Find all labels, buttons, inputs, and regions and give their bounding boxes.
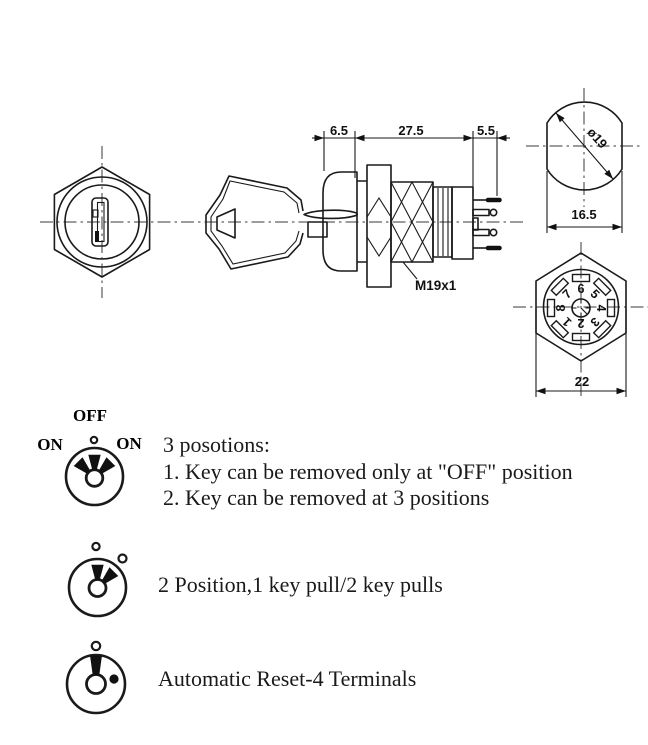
key-blade <box>304 210 357 218</box>
keyway-mark <box>95 231 99 242</box>
position-diagram-three-position <box>37 406 572 510</box>
rear-boss <box>473 218 478 230</box>
wedge-up-left <box>74 457 91 474</box>
dim-hex-width: 22 <box>574 374 590 389</box>
wedge-up-3 <box>90 656 102 676</box>
dim-body-length: 27.5 <box>398 123 424 138</box>
switch-hole-3 <box>87 675 106 694</box>
thread-spec-label: M19x1 <box>415 278 457 293</box>
terminal-lug-2 <box>473 210 489 216</box>
flat-extension-lines <box>547 171 622 233</box>
terminal-number-2: 2 <box>577 315 585 330</box>
reset-dot-top <box>92 642 100 650</box>
barrel-end-view <box>526 88 643 233</box>
auto-reset-label: Automatic Reset-4 Terminals <box>158 666 417 691</box>
rear-housing <box>452 187 473 259</box>
mount-nut <box>367 165 391 287</box>
wedge-up <box>88 455 100 471</box>
terminal-number-4: 4 <box>593 304 608 312</box>
dim-flat-width: 16.5 <box>571 207 597 222</box>
dim-terminal-length: 5.5 <box>476 123 496 138</box>
terminal-number-1: 1 <box>559 314 575 330</box>
terminal-number-3: 3 <box>587 314 603 330</box>
terminal-number-7: 7 <box>559 286 575 302</box>
momentary-dot <box>109 674 118 683</box>
label-on-left: ON <box>37 435 63 454</box>
off-position-dot <box>91 437 97 443</box>
wedge-up-2 <box>91 565 103 581</box>
position-diagram-two-position <box>69 543 443 616</box>
wedge-up-right <box>99 457 116 474</box>
terminal-number-6: 6 <box>577 282 585 297</box>
dim-barrel-diameter: ø19 <box>584 124 611 152</box>
thread-leader-line <box>403 262 417 279</box>
terminal-lug-3-hole <box>490 229 496 235</box>
terminal-number-5: 5 <box>587 286 603 302</box>
wedge-up-right-2 <box>102 567 119 584</box>
two-position-label: 2 Position,1 key pull/2 key pulls <box>158 572 443 597</box>
dim-cap-length: 6.5 <box>329 123 349 138</box>
label-off: OFF <box>73 406 107 425</box>
position-diagram-auto-reset <box>67 642 416 713</box>
three-position-note-2: 2. Key can be removed at 3 positions <box>163 485 490 510</box>
key-hole <box>217 209 235 238</box>
three-position-note-1: 1. Key can be removed only at "OFF" position <box>163 459 573 484</box>
terminal-end-view <box>513 242 648 397</box>
nut-facets <box>367 198 391 256</box>
three-position-title: 3 posotions: <box>163 432 270 457</box>
key-collar <box>308 222 327 237</box>
pos2-dot-top <box>92 543 99 550</box>
label-on-right: ON <box>116 434 142 453</box>
terminal-lug-2-hole <box>490 209 496 215</box>
pos2-dot-right <box>119 555 127 563</box>
terminal-number-8: 8 <box>554 304 569 312</box>
barrel-centerlines <box>526 88 643 207</box>
